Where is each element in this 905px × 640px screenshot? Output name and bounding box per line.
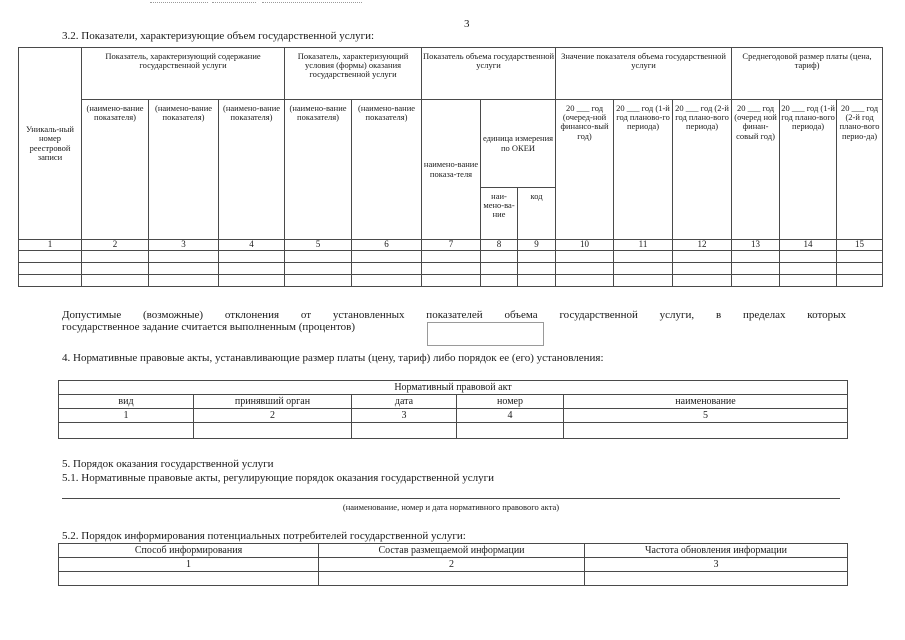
column-number: 1: [59, 558, 319, 572]
legal-act-header: Нормативный правовой акт: [59, 381, 848, 395]
table-row: [59, 572, 848, 586]
column-header: наименование: [564, 395, 848, 409]
column-header: Частота обновления информации: [585, 544, 848, 558]
column-number: 15: [837, 240, 883, 251]
section-5-1-title: 5.1. Нормативные правовые акты, регулирующие порядок оказания государственной услуги: [62, 472, 494, 484]
column-number: 9: [518, 240, 556, 251]
scan-line: [212, 2, 256, 3]
column-header: принявший орган: [194, 395, 352, 409]
column-number: 1: [19, 240, 82, 251]
volume-name-header: наимено-вание показа-теля: [422, 100, 481, 240]
table-row: [19, 251, 883, 263]
deviation-text-line2: государственное задание считается выполненным (процентов): [62, 321, 355, 333]
deviation-text-line1: Допустимые (возможные) отклонения от установленных показателей объема государственной услуги, в пределах которых: [62, 309, 846, 321]
price-plan1-header: 20 ___ год (1-й год плано-вого периода): [780, 100, 837, 240]
volume-indicator-header: Показатель объема государственной услуги: [422, 48, 556, 100]
column-header: дата: [352, 395, 457, 409]
column-number: 2: [82, 240, 149, 251]
column-number: 7: [422, 240, 481, 251]
informing-table: [58, 543, 848, 586]
column-number: 12: [673, 240, 732, 251]
section-3-2-title: 3.2. Показатели, характеризующие объем государственной услуги:: [62, 30, 375, 42]
column-number: 13: [732, 240, 780, 251]
column-number: 2: [319, 558, 585, 572]
scan-line: [150, 2, 208, 3]
year-current-header: 20 ___ год (очеред-ной финансо-вый год): [556, 100, 614, 240]
content-indicator-header: Показатель, характеризующий содержание государственной услуги: [82, 48, 285, 100]
column-number: 3: [585, 558, 848, 572]
legal-acts-table: [58, 380, 848, 439]
indicator-name-cell: (наимено-вание показателя): [82, 100, 149, 240]
indicator-name-cell: (наимено-вание показателя): [352, 100, 422, 240]
column-header: номер: [457, 395, 564, 409]
scan-line: [262, 2, 362, 3]
column-header: вид: [59, 395, 194, 409]
okei-unit-header: единица измерения по ОКЕИ: [481, 100, 556, 188]
column-number: 10: [556, 240, 614, 251]
column-number: 5: [564, 409, 848, 423]
column-number: 4: [219, 240, 285, 251]
page-number: 3: [464, 18, 470, 30]
column-number: 2: [194, 409, 352, 423]
unique-number-header: Уникаль-ный номер реестровой записи: [19, 48, 82, 240]
legal-act-fill-line: [62, 498, 840, 499]
table-row: [59, 423, 848, 439]
volume-indicators-table: [18, 47, 883, 287]
year-plan1-header: 20 ___ год (1-й год планово-го периода): [614, 100, 673, 240]
deviation-percent-field[interactable]: [427, 322, 544, 346]
column-number: 4: [457, 409, 564, 423]
year-plan2-header: 20 ___ год (2-й год плано-вого периода): [673, 100, 732, 240]
table-row: [19, 275, 883, 287]
column-number: 11: [614, 240, 673, 251]
average-price-header: Среднегодовой размер платы (цена, тариф): [732, 48, 883, 100]
section-4-title: 4. Нормативные правовые акты, устанавливающие размер платы (цену, тариф) либо порядок ее (его) установления:: [62, 352, 604, 364]
unit-name-header: наи-мено-ва-ние: [481, 188, 518, 240]
price-current-header: 20 ___ год (очеред ной финан-совый год): [732, 100, 780, 240]
column-number: 6: [352, 240, 422, 251]
unit-code-header: код: [518, 188, 556, 240]
price-plan2-header: 20 ___ год (2-й год плано-вого перио-да): [837, 100, 883, 240]
column-number: 8: [481, 240, 518, 251]
column-header: Состав размещаемой информации: [319, 544, 585, 558]
section-5-title: 5. Порядок оказания государственной услуги: [62, 458, 274, 470]
indicator-name-cell: (наимено-вание показателя): [149, 100, 219, 240]
legal-act-caption: (наименование, номер и дата нормативного правового акта): [342, 502, 560, 512]
indicator-name-cell: (наимено-вание показателя): [285, 100, 352, 240]
table-row: [19, 263, 883, 275]
indicator-name-cell: (наимено-вание показателя): [219, 100, 285, 240]
section-5-2-title: 5.2. Порядок информирования потенциальных потребителей государственной услуги:: [62, 530, 466, 542]
column-number: 1: [59, 409, 194, 423]
indicator-value-header: Значение показателя объема государственной услуги: [556, 48, 732, 100]
column-number: 3: [149, 240, 219, 251]
conditions-indicator-header: Показатель, характеризующий условия (формы) оказания государственной услуги: [285, 48, 422, 100]
column-header: Способ информирования: [59, 544, 319, 558]
column-number: 5: [285, 240, 352, 251]
column-number: 14: [780, 240, 837, 251]
column-number: 3: [352, 409, 457, 423]
